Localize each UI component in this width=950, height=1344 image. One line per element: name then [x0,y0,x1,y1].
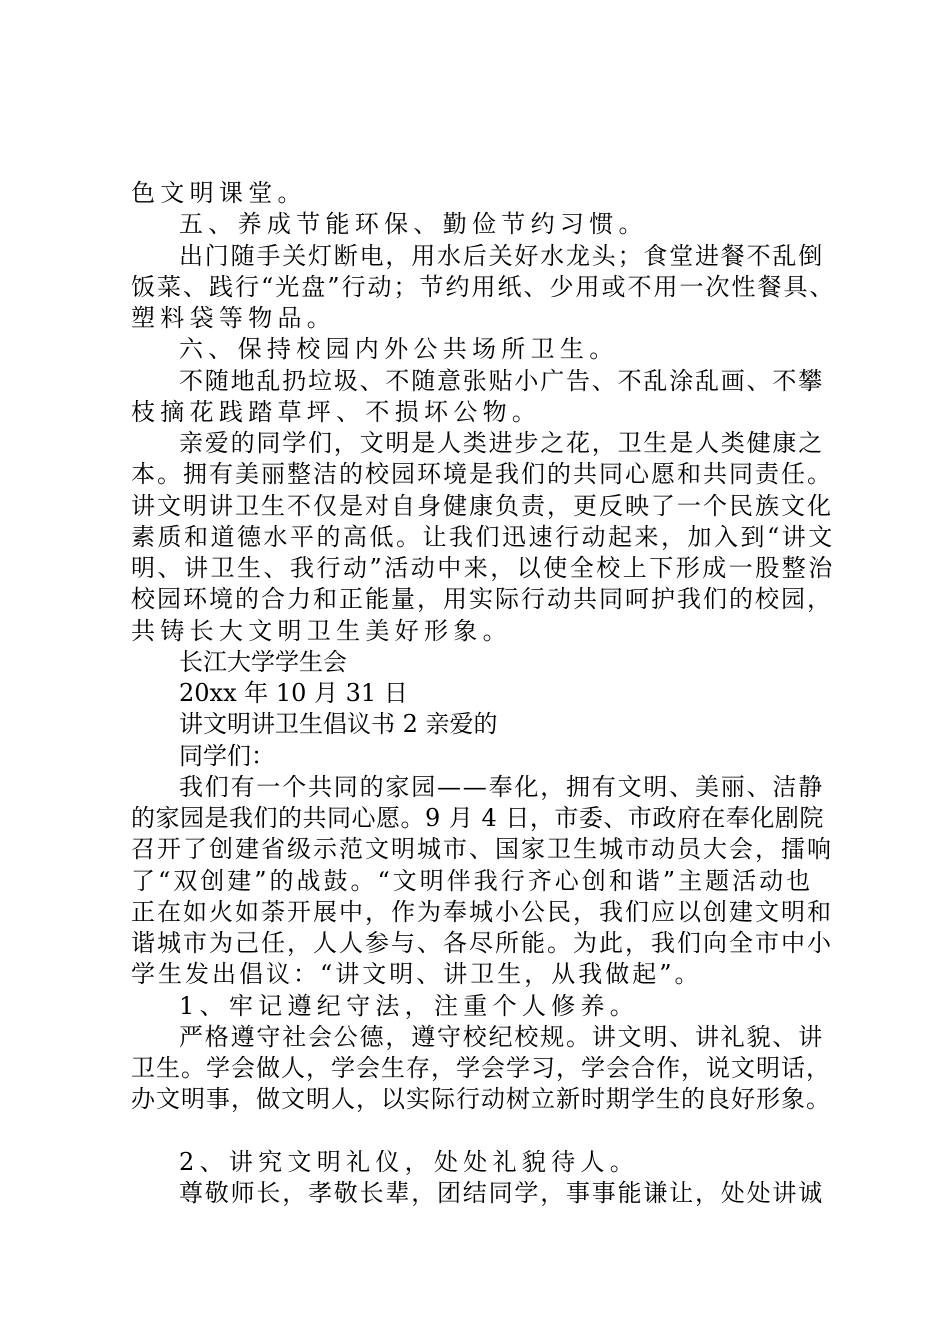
text-line: 塑料袋等物品。 [131,304,337,332]
text-line: 共铸长大文明卫生美好形象。 [131,617,512,645]
signature-organization: 长江大学学生会 [179,648,347,676]
text-line: 办文明事，做文明人，以实际行动树立新时期学生的良好形象。 [131,1085,831,1113]
text-line: 召开了创建省级示范文明城市、国家卫生城市动员大会，擂响 [131,835,833,863]
text-line: 明、讲卫生、我行动”活动中来，以使全校上下形成一股整治 [131,554,835,582]
text-line: 亲爱的同学们，文明是人类进步之花，卫生是人类健康之 [179,429,824,457]
text-line: 严格遵守社会公德，遵守校纪校规。讲文明、讲礼貌、讲 [179,1023,824,1051]
section-heading: 五、养成节能环保、勤俭节约习惯。 [179,210,648,238]
text-line: 枝摘花践踏草坪、不损坏公物。 [131,398,542,426]
text-line: 正在如火如荼开展中，作为奉城小公民，我们应以创建文明和 [131,898,833,926]
text-line: 的家园是我们的共同心愿。9 月 4 日，市委、市政府在奉化剧院 [131,804,824,832]
text-line: 饭菜、践行“光盘”行动；节约用纸、少用或不用一次性餐具、 [131,273,836,301]
text-line: 了“双创建”的战鼓。“文明伴我行齐心创和谐”主题活动也 [131,867,814,895]
text-line: 出门随手关灯断电，用水后关好水龙头；食堂进餐不乱倒 [179,242,824,270]
salutation: 同学们： [179,742,275,770]
text-line: 色文明课堂。 [131,179,307,207]
document-title: 讲文明讲卫生倡议书 2 亲爱的 [179,710,498,738]
text-line: 本。拥有美丽整洁的校园环境是我们的共同心愿和共同责任。 [131,460,833,488]
signature-date: 20xx 年 10 月 31 日 [179,679,408,707]
text-line: 素质和道德水平的高低。让我们迅速行动起来，加入到“讲文 [131,523,835,551]
text-line: 讲文明讲卫生不仅是对自身健康负责，更反映了一个民族文化 [131,492,833,520]
text-line: 卫生。学会做人，学会生存，学会学习，学会合作，说文明话， [131,1054,831,1082]
text-line: 学生发出倡议：“讲文明、讲卫生，从我做起”。 [131,960,702,988]
section-heading: 2、讲究文明礼仪，处处礼貌待人。 [179,1148,640,1176]
text-line: 不随地乱扔垃圾、不随意张贴小广告、不乱涂乱画、不攀 [179,367,824,395]
text-line: 校园环境的合力和正能量，用实际行动共同呵护我们的校园， [131,585,833,613]
text-line: 尊敬师长，孝敬长辈，团结同学，事事能谦让，处处讲诚 [179,1179,824,1207]
section-heading: 六、保持校园内外公共场所卫生。 [179,335,619,363]
text-line: 谐城市为己任，人人参与、各尽所能。为此，我们向全市中小 [131,929,833,957]
text-line: 我们有一个共同的家园——奉化，拥有文明、美丽、洁静 [179,773,824,801]
section-heading: 1、牢记遵纪守法，注重个人修养。 [179,992,640,1020]
